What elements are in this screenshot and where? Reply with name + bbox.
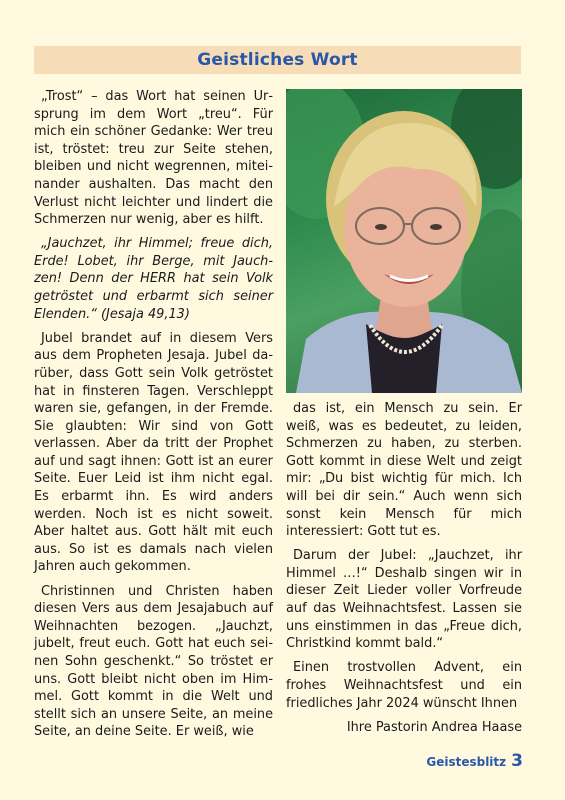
paragraph-jubel-lieder: Darum der Jubel: „Jauchzet, ihr Himmel …!“ Deshalb singen wir in dieser Zeit Lieder voller Vorfreude auf das Weihnachtsfest. Lassen sie uns einstimmen in das „Freue dich, Christkind kommt bald.“ xyxy=(286,548,522,652)
signature: Ihre Pastorin Andrea Haase xyxy=(346,719,522,735)
right-column xyxy=(286,400,522,743)
paragraph-mensch: das ist, ein Mensch zu sein. Er weiß, was es bedeutet, zu leiden, Schmerzen zu haben, zu sterben. Gott kommt in diese Welt und zeigt mir: „Du bist wichtig für mich. Ich will bei dir sein.“ Auch wenn sich sonst kein Mensch für mich interessiert: Gott tut es. xyxy=(286,401,522,540)
left-column xyxy=(34,88,273,747)
page-footer xyxy=(426,751,523,771)
publication-name: Geistesblitz xyxy=(426,755,507,769)
pastor-portrait-photo xyxy=(286,89,522,393)
page-number: 3 xyxy=(511,751,523,771)
bible-quote: „Jauchzet, ihr Himmel; freue dich, Erde! Lobet, ihr Berge, mit Jauchzen! Denn der HERR hat sein Volk getröstet und erbarmt sich seiner Elenden.“ (Jesaja 49,13) xyxy=(34,236,273,322)
page-title: Geistliches Wort xyxy=(197,50,358,70)
section-header xyxy=(34,46,521,74)
paragraph-christen: Christinnen und Christen haben diesen Vers aus dem Jesajabuch auf Weihnachten bezogen. „Jauchzt, jubelt, freut euch. Gott hat euch seinen Sohn geschenkt.“ So tröstet er uns. Gott bleibt nicht oben im Himmel. Gott kommt in die Welt und stellt sich an unsere Seite, an meine Seite, an deine Seite. Er weiß, wie xyxy=(34,583,273,740)
paragraph-intro: „Trost“ – das Wort hat seinen Ursprung im dem Wort „treu“. Für mich ein schöner Gedanke: Wer treu ist, tröstet: treu zur Seite stehen, bleiben und nicht wegrennen, miteinander aushalten. Das macht den Verlust nicht leichter und lindert die Schmerzen nur wenig, aber es hilft. xyxy=(34,89,273,228)
paragraph-jubel: Jubel brandet auf in diesem Vers aus dem Propheten Jesaja. Jubel darüber, dass Gott sein Volk getröstet hat in finsteren Tagen. Verschleppt waren sie, gefangen, in der Fremde. Sie glaubten: Wir sind von Gott verlassen. Aber da tritt der Prophet auf und sagt ihnen: Gott ist an eurer Seite. Euer Leid ist ihm nicht egal. Es erbarmt ihn. Es wird anders werden. Noch ist es nicht soweit. Aber haltet aus. Gott hält mit euch aus. So ist es damals nach vielen Jahren auch gekommen. xyxy=(34,330,273,575)
portrait-illustration xyxy=(286,89,522,393)
paragraph-greeting: Einen trostvollen Advent, ein frohes Weihnachtsfest und ein friedliches Jahr 2024 wünscht Ihnen xyxy=(286,660,522,711)
